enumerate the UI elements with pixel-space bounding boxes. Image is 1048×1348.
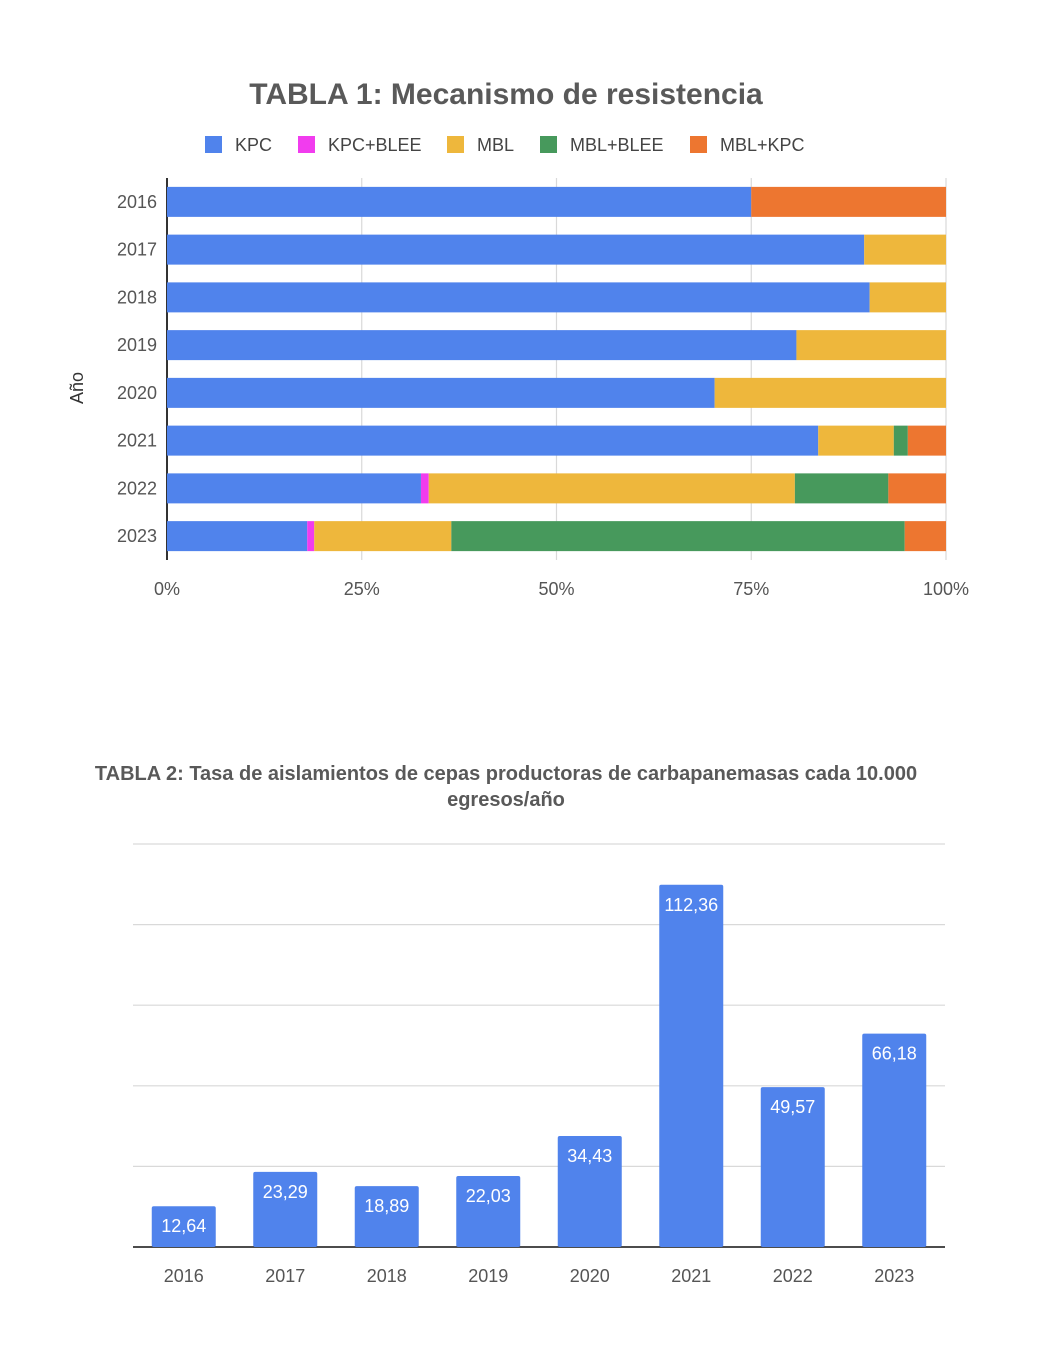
bar-2022-kpc bbox=[167, 473, 421, 503]
y-tick-2020: 2020 bbox=[116, 382, 157, 403]
data-label-2019: 22,03 bbox=[465, 1185, 511, 1206]
chart-1-legend bbox=[205, 135, 805, 155]
data-label-2022: 49,57 bbox=[770, 1097, 816, 1118]
chart-2-isolation-rate bbox=[0, 740, 1048, 1320]
bar-2023-mbl-blee bbox=[451, 521, 904, 551]
x-tick-2019: 2019 bbox=[468, 1266, 509, 1286]
y-tick-2016: 2016 bbox=[116, 191, 157, 212]
x-tick-75pct: 75% bbox=[733, 579, 770, 599]
chart-1-y-axis-title: Año bbox=[67, 371, 87, 405]
data-label-2021: 112,36 bbox=[664, 894, 719, 915]
chart-2-title-line-2: egresos/año bbox=[447, 789, 565, 811]
data-label-2023: 66,18 bbox=[871, 1043, 917, 1064]
data-label-2016: 12,64 bbox=[161, 1216, 207, 1237]
bar-2016-mbl-kpc bbox=[751, 187, 946, 217]
bar-2022-mbl-kpc bbox=[888, 473, 946, 503]
y-tick-2018: 2018 bbox=[116, 287, 157, 308]
legend-label-mbl: MBL bbox=[477, 135, 515, 155]
chart-1-title: TABLA 1: Mecanismo de resistencia bbox=[249, 78, 763, 111]
y-tick-2019: 2019 bbox=[116, 335, 157, 356]
chart-1-resistance-mechanism bbox=[0, 0, 1048, 640]
x-tick-2016: 2016 bbox=[163, 1266, 204, 1286]
bar-2022-mbl-blee bbox=[795, 473, 888, 503]
y-tick-2022: 2022 bbox=[116, 478, 157, 499]
legend-label-kpc: KPC bbox=[235, 135, 273, 155]
y-tick-2021: 2021 bbox=[116, 430, 157, 451]
chart-1-x-ticks bbox=[154, 579, 969, 599]
chart-2-x-ticks bbox=[164, 1266, 915, 1286]
legend-label-mbl-blee: MBL+BLEE bbox=[570, 135, 664, 155]
y-tick-2017: 2017 bbox=[116, 239, 157, 260]
bar-2021-mbl-kpc bbox=[908, 426, 946, 456]
x-tick-100pct: 100% bbox=[922, 579, 970, 599]
x-tick-25pct: 25% bbox=[343, 579, 380, 599]
bar-2017-mbl bbox=[864, 235, 946, 265]
bar-2018-kpc bbox=[167, 282, 870, 312]
bar-2022-kpc-blee bbox=[421, 473, 429, 503]
data-label-2018: 18,89 bbox=[364, 1196, 410, 1217]
x-tick-2023: 2023 bbox=[874, 1266, 915, 1286]
bar-2019-kpc bbox=[167, 330, 796, 360]
x-tick-0pct: 0% bbox=[153, 579, 181, 599]
bar-2017-kpc bbox=[167, 235, 864, 265]
legend-swatch-mbl-blee bbox=[540, 136, 557, 153]
bar-2020-mbl bbox=[715, 378, 946, 408]
bar-2023-kpc bbox=[167, 521, 307, 551]
x-tick-50pct: 50% bbox=[538, 579, 575, 599]
chart-2-title: TABLA 2: Tasa de aislamientos de cepas productoras de carbapanemasas cada 10.000 bbox=[94, 763, 918, 785]
legend-label-mbl-kpc: MBL+KPC bbox=[720, 135, 805, 155]
bar-2023 bbox=[862, 1034, 926, 1247]
data-label-2017: 23,29 bbox=[262, 1181, 308, 1202]
bar-2021-mbl-blee bbox=[894, 426, 908, 456]
bar-2018-mbl bbox=[870, 282, 946, 312]
bar-2016-kpc bbox=[167, 187, 751, 217]
bar-2021-kpc bbox=[167, 426, 818, 456]
legend-swatch-mbl bbox=[447, 136, 464, 153]
y-tick-2023: 2023 bbox=[116, 526, 157, 547]
x-tick-2021: 2021 bbox=[671, 1266, 712, 1286]
x-tick-2020: 2020 bbox=[569, 1266, 610, 1286]
bar-2022-mbl bbox=[429, 473, 795, 503]
bar-2021 bbox=[659, 885, 723, 1247]
legend-label-kpc-blee: KPC+BLEE bbox=[328, 135, 422, 155]
x-tick-2017: 2017 bbox=[265, 1266, 306, 1286]
bar-2020-kpc bbox=[167, 378, 715, 408]
legend-swatch-kpc bbox=[205, 136, 222, 153]
bar-2023-mbl bbox=[314, 521, 451, 551]
bar-2021-mbl bbox=[818, 426, 894, 456]
bar-2019-mbl bbox=[796, 330, 946, 360]
chart-1-y-ticks bbox=[117, 192, 157, 546]
bar-2023-mbl-kpc bbox=[905, 521, 946, 551]
x-tick-2022: 2022 bbox=[772, 1266, 813, 1286]
legend-swatch-mbl-kpc bbox=[690, 136, 707, 153]
bar-2023-kpc-blee bbox=[307, 521, 314, 551]
data-label-2020: 34,43 bbox=[567, 1145, 613, 1166]
legend-swatch-kpc-blee bbox=[298, 136, 315, 153]
x-tick-2018: 2018 bbox=[366, 1266, 407, 1286]
